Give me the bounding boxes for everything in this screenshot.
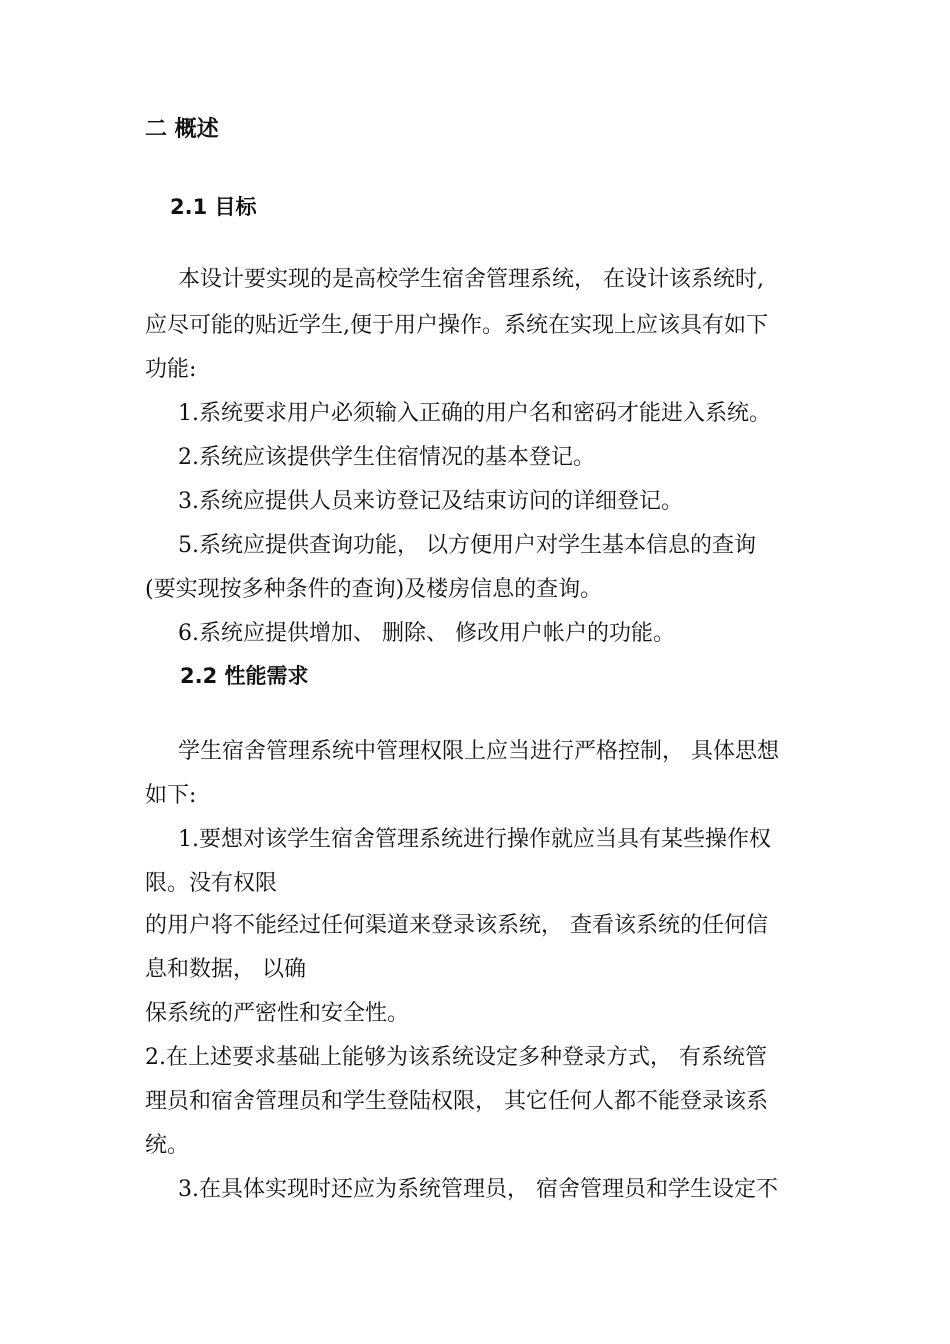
list-item: 保系统的严密性和安全性。 xyxy=(145,1001,410,1026)
list-item: 5.系统应提供查询功能， 以方便用户对学生基本信息的查询 xyxy=(178,533,756,558)
list-item: 3.在具体实现时还应为系统管理员， 宿舍管理员和学生设定不 xyxy=(178,1177,778,1202)
list-item: 3.系统应提供人员来访登记及结束访问的详细登记。 xyxy=(178,489,683,514)
list-item: 1.系统要求用户必须输入正确的用户名和密码才能进入系统。 xyxy=(178,401,771,426)
paragraph-line: 应尽可能的贴近学生,便于用户操作。系统在实现上应该具有如下 xyxy=(145,313,768,338)
list-item: 2.系统应该提供学生住宿情况的基本登记。 xyxy=(178,445,595,470)
list-item: 的用户将不能经过任何渠道来登录该系统， 查看该系统的任何信 xyxy=(145,913,768,938)
list-item: 息和数据， 以确 xyxy=(145,957,306,982)
subsection-heading-perf: 2.2 性能需求 xyxy=(180,664,309,688)
list-item: (要实现按多种条件的查询)及楼房信息的查询。 xyxy=(145,577,603,602)
paragraph-line: 本设计要实现的是高校学生宿舍管理系统， 在设计该系统时, xyxy=(178,267,764,292)
list-item: 2.在上述要求基础上能够为该系统设定多种登录方式， 有系统管 xyxy=(145,1045,767,1070)
section-heading: 二 概述 xyxy=(145,117,219,142)
paragraph-line: 如下: xyxy=(145,783,197,808)
list-item: 6.系统应提供增加、 删除、 修改用户帐户的功能。 xyxy=(178,621,675,646)
subsection-heading-goal: 2.1 目标 xyxy=(170,195,257,219)
list-item: 理员和宿舍管理员和学生登陆权限， 其它任何人都不能登录该系 xyxy=(145,1089,768,1114)
list-item: 限。没有权限 xyxy=(145,871,278,896)
list-item: 1.要想对该学生宿舍管理系统进行操作就应当具有某些操作权 xyxy=(178,827,771,852)
paragraph-line: 学生宿舍管理系统中管理权限上应当进行严格控制， 具体思想 xyxy=(178,739,779,764)
paragraph-line: 功能: xyxy=(145,357,197,382)
list-item: 统。 xyxy=(145,1133,190,1158)
